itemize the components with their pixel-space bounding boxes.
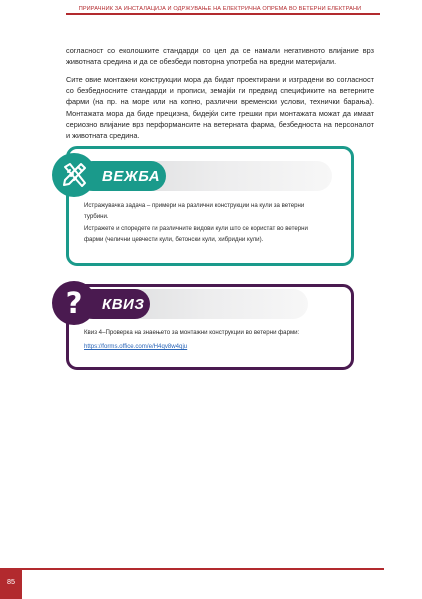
exercise-line-2: турбини. xyxy=(84,213,109,221)
body-paragraph-2: Сите овие монтажни конструкции мора да бидат проектирани и изградени во согласност со безбедносните стандарди и прописи, земајќи ги предвид спецификите на ветерните фарми (на пр. на море или на копно, различни временски услови, технички барања). Монтажата мора да биде прецизна, бидејќи сите грешки при монтажата можат да имаат сериозно влијание врз перформансите на ветерната фарма, безбедноста на персоналот и животната средина. xyxy=(66,75,374,141)
footer-divider xyxy=(0,568,384,570)
quiz-link[interactable]: https://forms.office.com/e/H4qv8w4qju xyxy=(84,343,188,351)
quiz-description: Квиз 4–Проверка на знаењето за монтажни конструкции во ветерни фарми: xyxy=(84,329,300,336)
exercise-line-4: фарми (челични цевчести кули, бетонски кули, хибридни кули). xyxy=(84,236,264,244)
header-divider xyxy=(66,13,380,15)
exercise-line-1: Истражувачка задача – примери на различни конструкции на кули за ветерни xyxy=(84,202,305,209)
exercise-text xyxy=(84,200,336,246)
question-mark-icon: ? xyxy=(65,285,83,320)
page-header xyxy=(0,0,422,30)
page-number: 85 xyxy=(7,577,15,586)
quiz-badge xyxy=(52,281,96,325)
quiz-text xyxy=(84,327,336,353)
exercise-line-3: Истражете и споредете ги различните видови кули што се користат во ветерни xyxy=(84,224,308,232)
pencil-ruler-icon xyxy=(60,161,88,189)
exercise-title: ВЕЖБА xyxy=(102,167,161,185)
quiz-title: КВИЗ xyxy=(102,295,145,313)
header-title: ПРИРАЧНИК ЗА ИНСТАЛАЦИЈА И ОДРЖУВАЊЕ НА ЕЛЕКТРИЧНА ОПРЕМА ВО ВЕТЕРНИ ЕЛЕКТРАНИ xyxy=(78,6,362,12)
body-paragraph-1: согласност со еколошките стандарди со цел да се намали негативното влијание врз животната средина и да се обезбеди повторна употреба на вредни материјали. xyxy=(66,46,374,67)
exercise-badge xyxy=(52,153,96,197)
